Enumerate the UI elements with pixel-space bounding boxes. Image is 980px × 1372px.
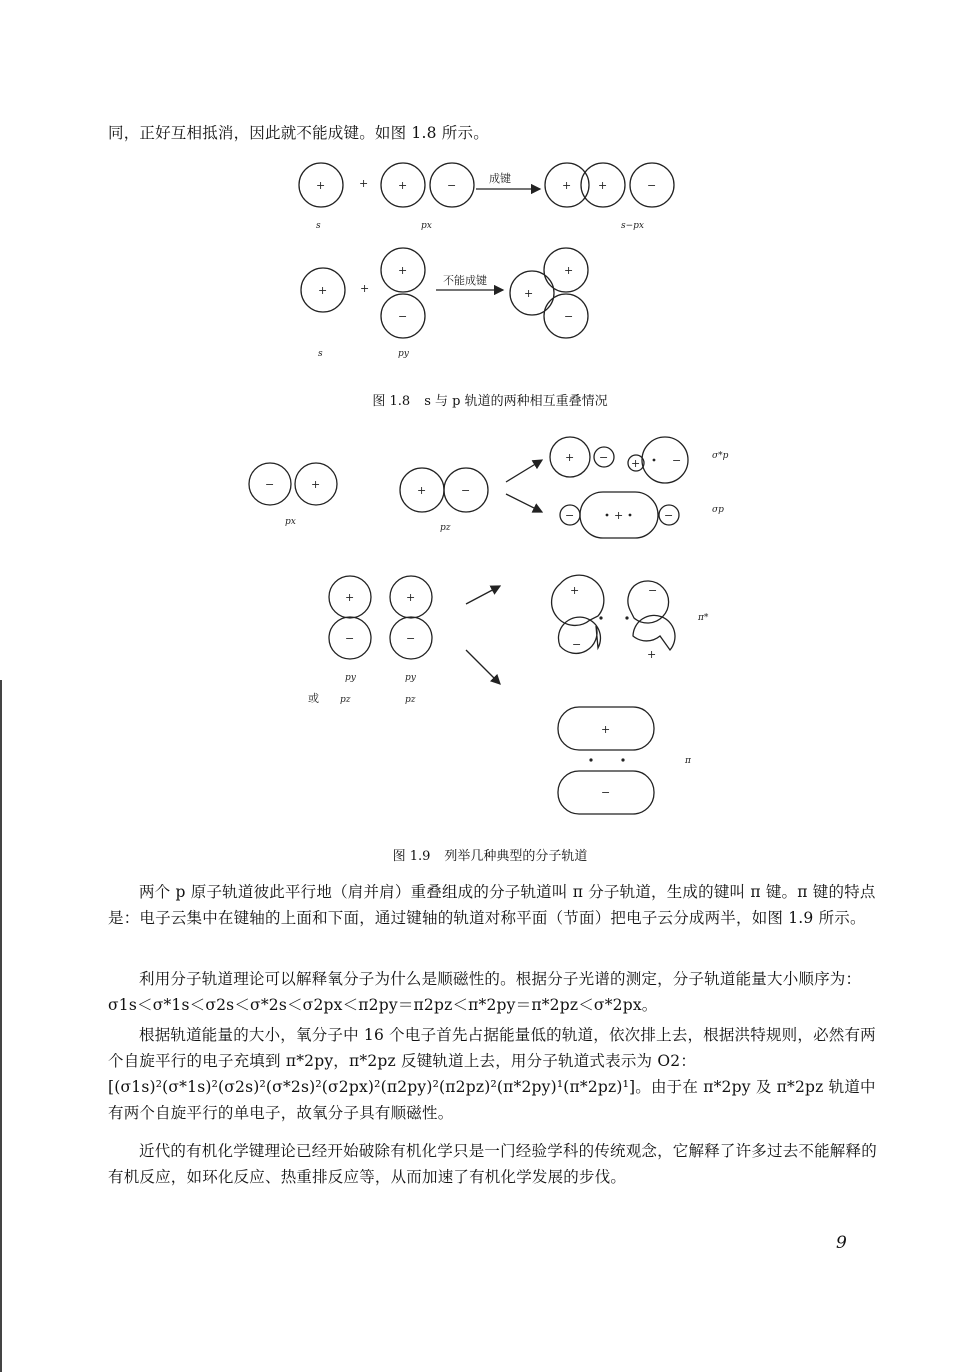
s2-sign: +	[318, 284, 328, 297]
px-plus-sign: +	[398, 179, 408, 192]
pi-plus: +	[601, 723, 611, 736]
overlap-plus-1: +	[562, 179, 572, 192]
label-sigma: σp	[712, 505, 724, 515]
label-pz-19: pz	[440, 523, 451, 533]
top-line: 同，正好互相抵消，因此就不能成键。如图 1.8 所示。	[108, 124, 489, 142]
nb-plus-sign: +	[564, 264, 574, 277]
px-right-plus: +	[311, 478, 321, 491]
pi-minus: −	[601, 786, 611, 799]
label-px: px	[421, 221, 432, 231]
paragraph-modern: 近代的有机化学键理论已经开始破除有机化学只是一门经验学科的传统观念，它解释了许多过去不能解释的有机反应，如环化反应、热重排反应等，从而加速了有机化学发展的步伐。	[108, 1142, 877, 1186]
label-pz-19c: pz	[405, 695, 416, 705]
paragraph-hund: 根据轨道能量的大小，氧分子中 16 个电子首先占据能量低的轨道，依次排上去，根据洪特规则，必然有两个自旋平行的电子充填到 π*2py，π*2pz 反键轨道上去，用分子轨道式表示为 O2：[(σ1s)²(σ*1s)²(σ2s)²(σ*2s)²(σ2px)²(π2py)²(π2pz)²(π*2py)¹(π*2pz)¹]。由于在 π*2py 及 π*2pz 轨道中有两个自旋平行的单电子，故氧分子具有顺磁性。	[108, 1026, 876, 1122]
label-py-19b: py	[405, 673, 416, 683]
plus-operator: +	[359, 177, 369, 190]
s-minus: −	[565, 509, 575, 522]
paragraph-oxygen: 利用分子轨道理论可以解释氧分子为什么是顺磁性的。根据分子光谱的测定，分子轨道能量大小顺序为：σ1s＜σ*1s＜σ2s＜σ*2s＜σ2px＜π2py＝π2pz＜π*2py＝π*2pz＜σ*2px。	[108, 970, 862, 1014]
py1-plus: +	[345, 591, 355, 604]
pistar-minus-1: −	[648, 584, 658, 597]
figure-1-8-caption	[0, 390, 980, 409]
label-s-px: s−px	[621, 221, 644, 231]
no-bond-label: 不能成键	[443, 274, 487, 287]
label-s-2: s	[318, 349, 323, 359]
py2-plus: +	[406, 591, 416, 604]
pistar-minus-2: −	[572, 638, 582, 651]
bond-label: 成键	[489, 172, 511, 185]
pistar-plus-1: +	[570, 584, 580, 597]
overlap-minus: −	[647, 179, 657, 192]
label-s: s	[316, 221, 321, 231]
figure-1-9-caption	[0, 845, 980, 864]
nb-s-sign: +	[524, 287, 534, 300]
caption-number: 图 1.8	[372, 394, 411, 409]
plus-operator-2: +	[360, 282, 370, 295]
label-pz-19b: pz	[340, 695, 351, 705]
px-minus-sign: −	[447, 179, 457, 192]
caption-number-19: 图 1.9	[392, 849, 431, 864]
label-sigma-star: σ*p	[712, 451, 729, 461]
pz-left-plus: +	[417, 484, 427, 497]
label-py-19: py	[345, 673, 356, 683]
caption-text: s 与 p 轨道的两种相互重叠情况	[424, 394, 608, 409]
ss-minus: −	[599, 451, 609, 464]
py2-minus: −	[406, 632, 416, 645]
ss-minus-2: −	[672, 454, 682, 467]
s-sign: +	[316, 179, 326, 192]
py-plus-sign: +	[398, 264, 408, 277]
ss-plus-2: +	[631, 457, 641, 470]
overlap-plus-2: +	[598, 179, 608, 192]
py-minus-sign: −	[398, 310, 408, 323]
label-pi: π	[685, 756, 691, 766]
s-plus: +	[614, 509, 624, 522]
pz-right-minus: −	[461, 484, 471, 497]
px-left-minus: −	[265, 478, 275, 491]
paragraph-pi-bond: 两个 p 原子轨道彼此平行地（肩并肩）重叠组成的分子轨道叫 π 分子轨道，生成的键叫 π 键。π 键的特点是：电子云集中在键轴的上面和下面，通过键轴的轨道对称平面（节面）把电子云分成两半，如图 1.9 所示。	[108, 883, 876, 927]
ss-plus: +	[565, 451, 575, 464]
pistar-plus-2: +	[647, 648, 657, 661]
page-number: 9	[836, 1233, 847, 1253]
s-minus-2: −	[664, 509, 674, 522]
label-py: py	[398, 349, 409, 359]
label-pi-star: π*	[698, 613, 709, 623]
label-px-19: px	[285, 517, 296, 527]
nb-minus-sign: −	[564, 310, 574, 323]
label-or: 或	[308, 692, 319, 705]
py1-minus: −	[345, 632, 355, 645]
caption-text-19: 列举几种典型的分子轨道	[444, 849, 588, 864]
